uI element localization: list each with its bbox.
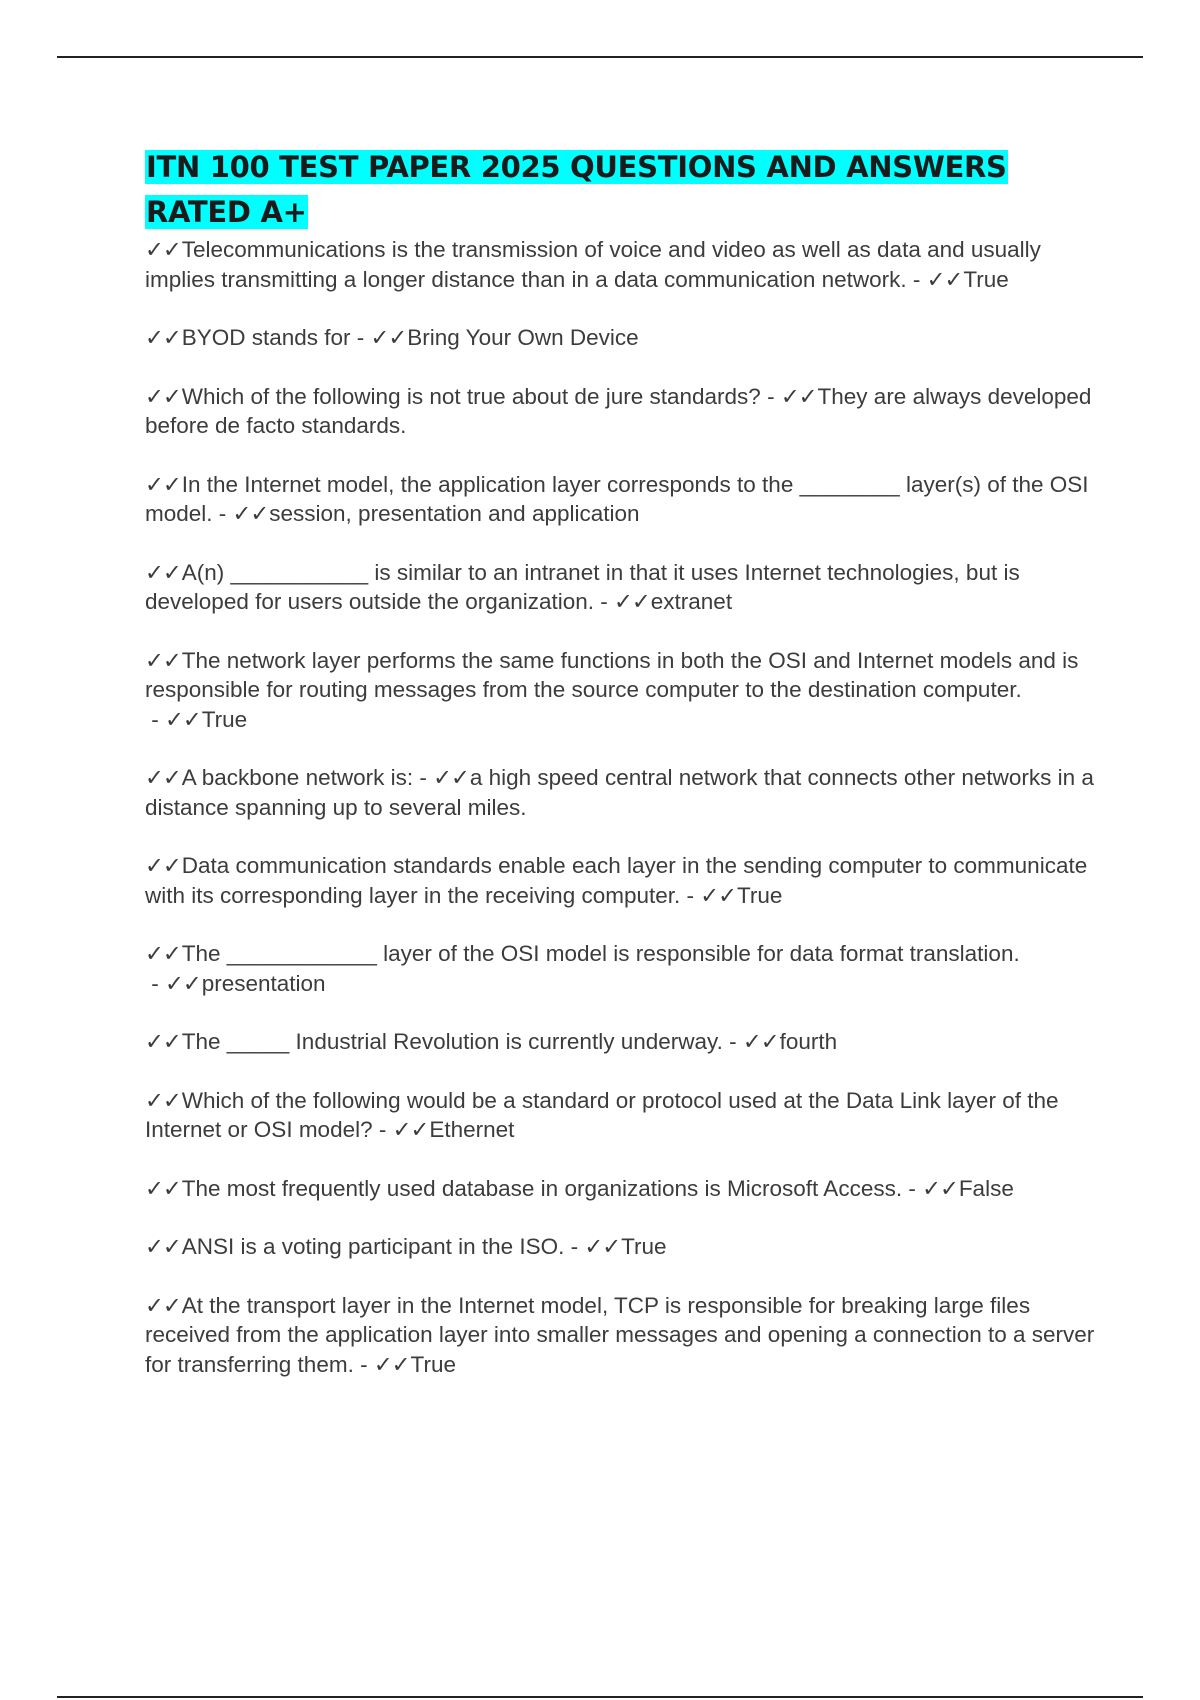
check-icon: ✓✓ <box>742 1029 779 1054</box>
check-icon: ✓✓ <box>145 647 181 673</box>
qa-separator: - <box>353 1351 374 1377</box>
qa-item <box>145 646 1095 735</box>
qa-separator: - <box>564 1234 585 1259</box>
qa-item <box>145 558 1095 617</box>
qa-separator: - <box>145 706 165 732</box>
answer-text: session, presentation and application <box>269 501 640 526</box>
check-icon: ✓✓ <box>926 266 963 292</box>
check-icon: ✓✓ <box>145 559 181 585</box>
answer-text: True <box>410 1351 456 1377</box>
qa-separator: - <box>722 1029 743 1054</box>
qa-separator: - <box>680 882 701 908</box>
check-icon: ✓✓ <box>584 1234 621 1259</box>
qa-separator: - <box>350 325 371 350</box>
question-text: A backbone network is: <box>181 765 414 790</box>
title-highlight: ITN 100 TEST PAPER 2025 QUESTIONS AND ANSWERS RATED A+ <box>146 150 1007 229</box>
check-icon: ✓✓ <box>145 1234 181 1259</box>
check-icon: ✓✓ <box>145 325 181 350</box>
qa-separator: - <box>413 765 434 790</box>
check-icon: ✓✓ <box>373 1351 410 1377</box>
qa-list <box>145 235 1095 1379</box>
answer-text: They are always developed before de facto standards. <box>145 383 1092 438</box>
check-icon: ✓✓ <box>145 383 181 409</box>
answer-text: True <box>621 1234 667 1259</box>
check-icon: ✓✓ <box>145 1087 181 1113</box>
check-icon: ✓✓ <box>145 237 181 262</box>
qa-separator: - <box>212 501 233 526</box>
qa-separator: - <box>906 266 927 292</box>
question-text: The _____ Industrial Revolution is currently underway. <box>181 1029 723 1054</box>
qa-item <box>145 763 1095 822</box>
qa-item <box>145 939 1095 998</box>
check-icon: ✓✓ <box>145 941 181 966</box>
question-text: Telecommunications is the transmission of voice and video as well as data and usually implies transmitting a longer distance than in a data communication network. <box>145 237 1041 292</box>
check-icon: ✓✓ <box>145 1175 181 1201</box>
question-text: The network layer performs the same functions in both the OSI and Internet models and is responsible for routing messages from the source computer to the destination computer. <box>145 647 1079 702</box>
check-icon: ✓✓ <box>232 501 269 526</box>
check-icon: ✓✓ <box>165 970 201 996</box>
qa-item <box>145 1232 1095 1262</box>
question-text: Which of the following is not true about de jure standards? <box>181 383 761 409</box>
qa-separator: - <box>760 383 781 409</box>
check-icon: ✓✓ <box>370 325 407 350</box>
qa-item <box>145 1086 1095 1145</box>
document-body <box>145 145 1095 1408</box>
check-icon: ✓✓ <box>922 1175 958 1201</box>
answer-text: a high speed central network that connects other networks in a distance spanning up to several miles. <box>145 765 1094 820</box>
question-text: BYOD stands for <box>181 325 351 350</box>
check-icon: ✓✓ <box>433 765 469 790</box>
header-rule <box>57 56 1143 58</box>
answer-text: True <box>963 266 1009 292</box>
answer-text: False <box>958 1175 1014 1201</box>
qa-separator: - <box>594 589 615 614</box>
qa-item <box>145 1291 1095 1380</box>
check-icon: ✓✓ <box>392 1117 429 1142</box>
qa-item <box>145 470 1095 529</box>
answer-text: Bring Your Own Device <box>407 325 639 350</box>
check-icon: ✓✓ <box>780 383 817 409</box>
check-icon: ✓✓ <box>145 1029 181 1054</box>
question-text: At the transport layer in the Internet model, TCP is responsible for breaking large files received from the application layer into smaller messages and opening a connection to a server for transferring them. <box>145 1292 1095 1377</box>
question-text: The ____________ layer of the OSI model is responsible for data format translation. <box>181 941 1020 966</box>
answer-text: fourth <box>779 1029 838 1054</box>
check-icon: ✓✓ <box>145 853 181 878</box>
check-icon: ✓✓ <box>145 471 181 497</box>
qa-item <box>145 323 1095 353</box>
check-icon: ✓✓ <box>700 882 736 908</box>
qa-separator: - <box>902 1175 923 1201</box>
qa-item <box>145 235 1095 294</box>
footer-rule <box>57 1696 1143 1698</box>
qa-item <box>145 1174 1095 1204</box>
qa-item <box>145 382 1095 441</box>
check-icon: ✓✓ <box>145 1292 181 1318</box>
question-text: Data communication standards enable each layer in the sending computer to communicate with its corresponding layer in the receiving computer. <box>145 853 1088 908</box>
check-icon: ✓✓ <box>145 765 181 790</box>
question-text: Which of the following would be a standard or protocol used at the Data Link layer of the Internet or OSI model? <box>145 1087 1059 1142</box>
check-icon: ✓✓ <box>165 706 201 732</box>
document-title <box>145 145 1095 235</box>
question-text: In the Internet model, the application layer corresponds to the ________ layer(s) of the OSI model. <box>145 471 1089 526</box>
answer-text: Ethernet <box>429 1117 515 1142</box>
question-text: The most frequently used database in organizations is Microsoft Access. <box>181 1175 903 1201</box>
answer-text: True <box>736 882 783 908</box>
qa-item <box>145 1027 1095 1057</box>
check-icon: ✓✓ <box>614 589 650 614</box>
qa-separator: - <box>372 1117 393 1142</box>
question-text: A(n) ___________ is similar to an intranet in that it uses Internet technologies, but is developed for users outside the organization. <box>145 559 1020 614</box>
answer-text: presentation <box>201 970 326 996</box>
answer-text: extranet <box>650 589 733 614</box>
qa-item <box>145 851 1095 910</box>
question-text: ANSI is a voting participant in the ISO. <box>181 1234 565 1259</box>
answer-text: True <box>201 706 248 732</box>
qa-separator: - <box>145 970 165 996</box>
